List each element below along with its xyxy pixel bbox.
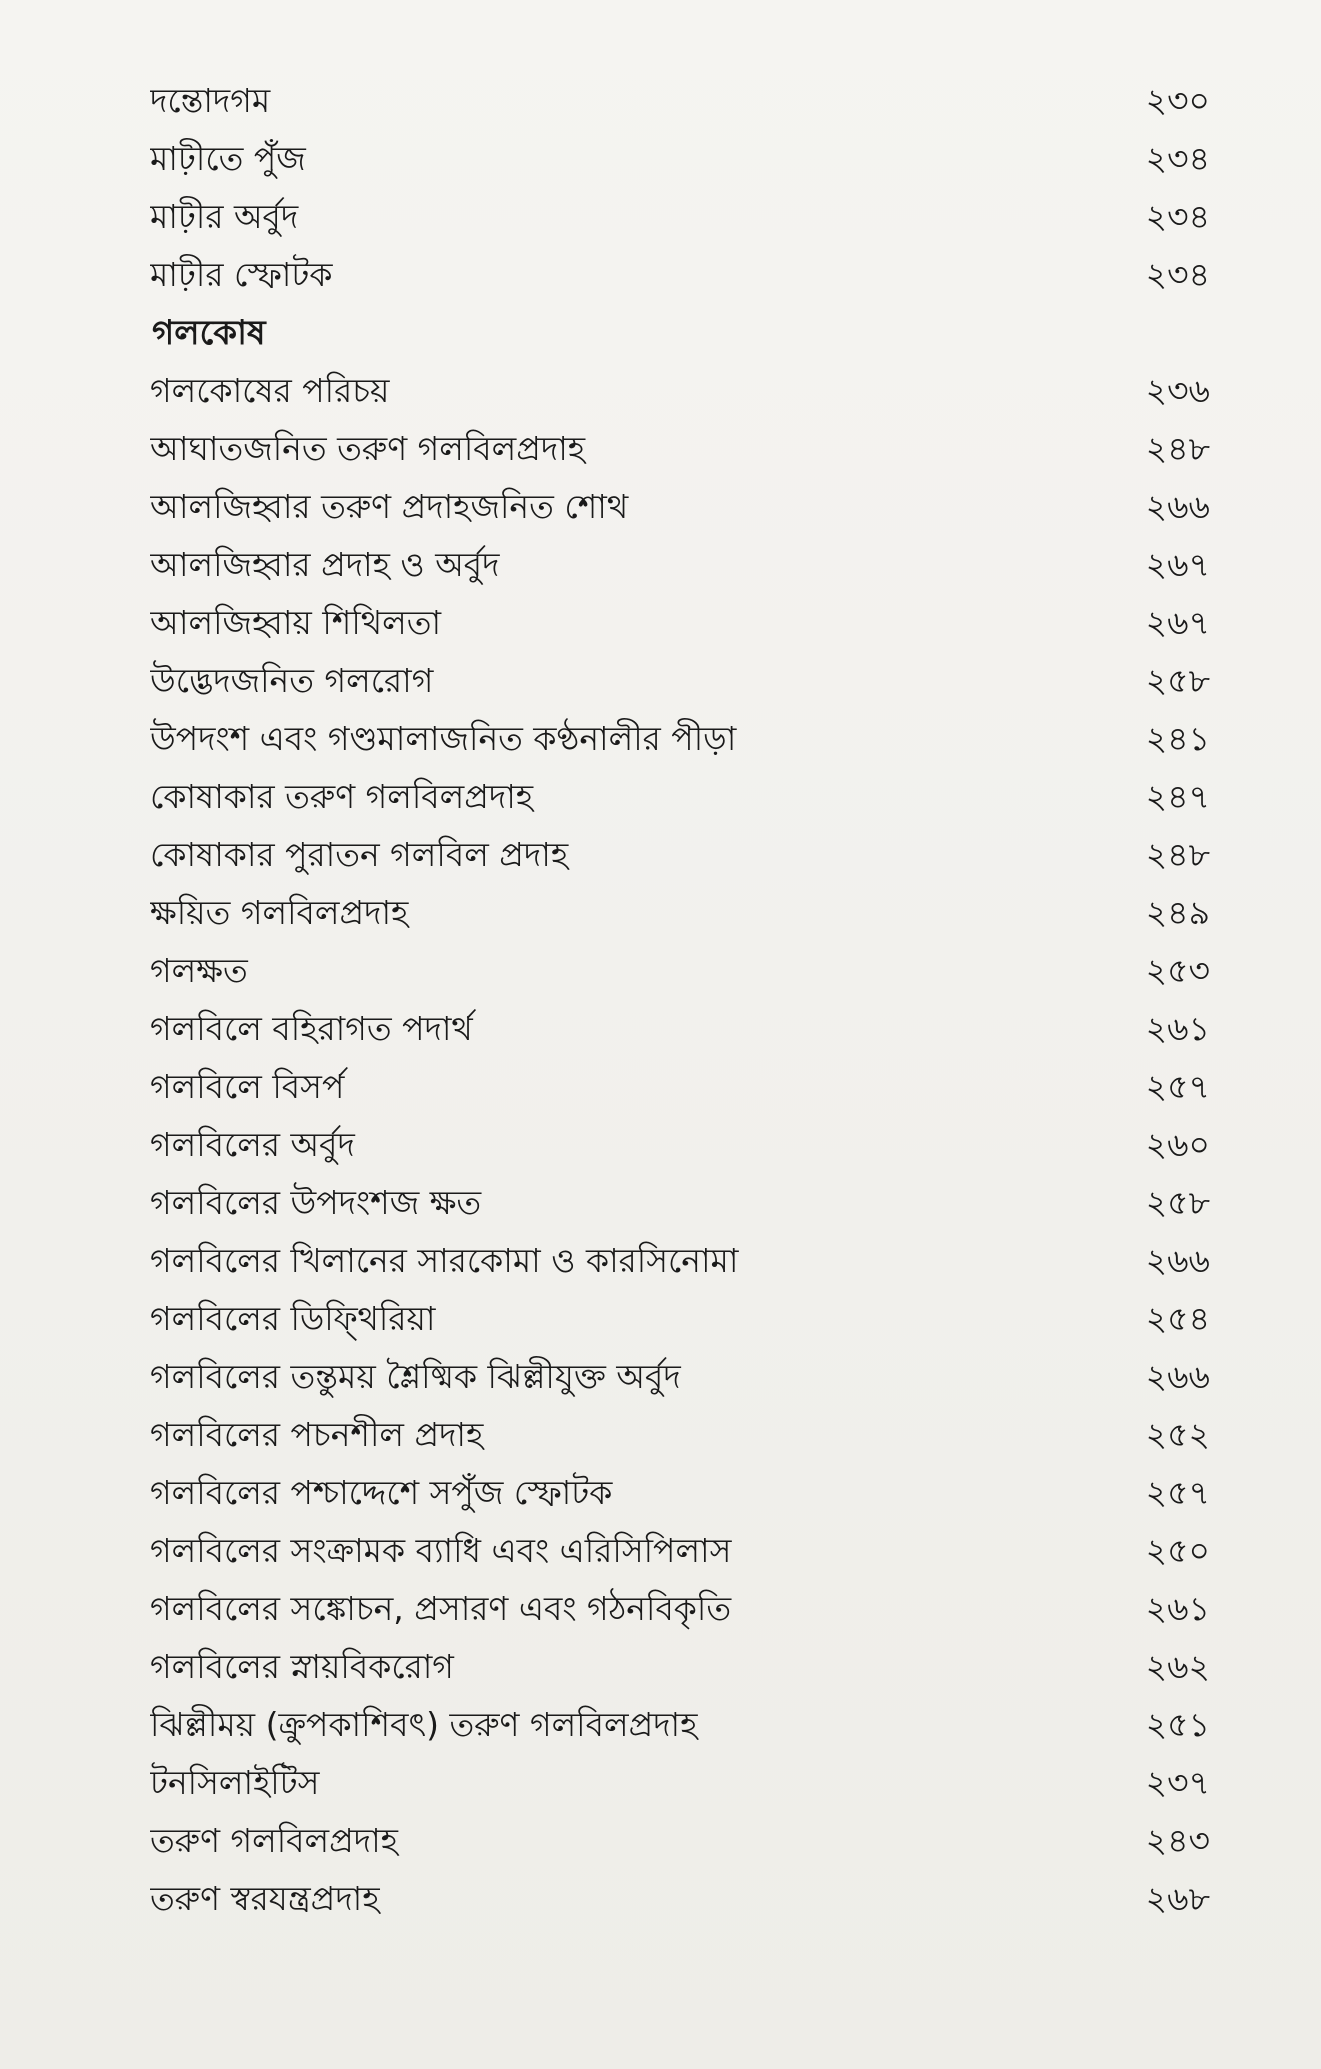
toc-entry bbox=[150, 1870, 1210, 1928]
toc-entry bbox=[150, 710, 1210, 768]
toc-entry bbox=[150, 1580, 1210, 1638]
entry-title: উদ্ভেদজনিত গলরোগ bbox=[150, 661, 434, 700]
entry-title: গলবিলে বিসর্প bbox=[150, 1067, 345, 1106]
entry-title: গলবিলের সংক্রামক ব্যাধি এবং এরিসিপিলাস bbox=[150, 1531, 732, 1570]
entry-page-number: ২৬১ bbox=[1145, 1589, 1210, 1628]
entry-title: দন্তোদগম bbox=[150, 81, 271, 120]
entry-page-number: ২৪৮ bbox=[1145, 835, 1210, 874]
toc-entry bbox=[150, 362, 1210, 420]
entry-title: গলবিলের তন্তুময় শ্লৈষ্মিক ঝিল্লীযুক্ত অর্বুদ bbox=[150, 1357, 681, 1396]
toc-entry bbox=[150, 594, 1210, 652]
entry-page-number: ২৬৬ bbox=[1145, 1357, 1210, 1396]
entry-title: কোষাকার পুরাতন গলবিল প্রদাহ bbox=[150, 835, 569, 874]
toc-entry bbox=[150, 246, 1210, 304]
entry-page-number: ২৬১ bbox=[1145, 1009, 1210, 1048]
entry-page-number: ২৩৪ bbox=[1145, 139, 1210, 178]
entry-title: গলবিলের পচনশীল প্রদাহ bbox=[150, 1415, 484, 1454]
entry-page-number: ২৩৬ bbox=[1145, 371, 1210, 410]
table-of-contents bbox=[150, 72, 1210, 1928]
toc-entry bbox=[150, 1754, 1210, 1812]
entry-title: গলবিলের অর্বুদ bbox=[150, 1125, 355, 1164]
toc-top-entries bbox=[150, 72, 1210, 304]
entry-title: গলবিলের খিলানের সারকোমা ও কারসিনোমা bbox=[150, 1241, 739, 1280]
toc-entry bbox=[150, 1174, 1210, 1232]
entry-title: ঝিল্লীময় (ক্রুপকাশিবৎ) তরুণ গলবিলপ্রদাহ bbox=[150, 1705, 698, 1744]
entry-title: মাঢ়ীতে পুঁজ bbox=[150, 139, 306, 178]
entry-page-number: ২৪৯ bbox=[1145, 893, 1210, 932]
toc-entry bbox=[150, 1290, 1210, 1348]
entry-title: গলবিলের সঙ্কোচন, প্রসারণ এবং গঠনবিকৃতি bbox=[150, 1589, 732, 1628]
entry-title: আঘাতজনিত তরুণ গলবিলপ্রদাহ bbox=[150, 429, 586, 468]
entry-title: তরুণ স্বরযন্ত্রপ্রদাহ bbox=[150, 1879, 380, 1918]
entry-title: মাঢ়ীর স্ফোটক bbox=[150, 255, 333, 294]
toc-entry bbox=[150, 420, 1210, 478]
entry-page-number: ২৬৮ bbox=[1145, 1879, 1210, 1918]
toc-entry bbox=[150, 1000, 1210, 1058]
toc-entry bbox=[150, 1812, 1210, 1870]
entry-title: গলবিলের ডিফ্থিরিয়া bbox=[150, 1299, 436, 1338]
entry-title: গলবিলে বহিরাগত পদার্থ bbox=[150, 1009, 473, 1048]
entry-page-number: ২৬৬ bbox=[1145, 1241, 1210, 1280]
entry-page-number: ২৫৮ bbox=[1145, 661, 1210, 700]
toc-entry bbox=[150, 72, 1210, 130]
entry-title: আলজিহ্বায় শিথিলতা bbox=[150, 603, 442, 642]
toc-entry bbox=[150, 1464, 1210, 1522]
entry-page-number: ২৫৪ bbox=[1145, 1299, 1210, 1338]
entry-page-number: ২৬২ bbox=[1145, 1647, 1210, 1686]
toc-entry bbox=[150, 652, 1210, 710]
entry-title: আলজিহ্বার প্রদাহ ও অর্বুদ bbox=[150, 545, 500, 584]
entry-title: তরুণ গলবিলপ্রদাহ bbox=[150, 1821, 399, 1860]
toc-entry bbox=[150, 826, 1210, 884]
toc-entry bbox=[150, 1406, 1210, 1464]
entry-title: গলকোষের পরিচয় bbox=[150, 371, 390, 410]
toc-entry bbox=[150, 1058, 1210, 1116]
entry-page-number: ২৪১ bbox=[1145, 719, 1210, 758]
entry-page-number: ২৬৭ bbox=[1145, 545, 1210, 584]
entry-title: গলবিলের স্নায়বিকরোগ bbox=[150, 1647, 454, 1686]
entry-title: গলবিলের উপদংশজ ক্ষত bbox=[150, 1183, 482, 1222]
entry-title: আলজিহ্বার তরুণ প্রদাহজনিত শোথ bbox=[150, 487, 629, 526]
entry-page-number: ২৬৬ bbox=[1145, 487, 1210, 526]
toc-entry bbox=[150, 942, 1210, 1000]
toc-entry bbox=[150, 884, 1210, 942]
toc-entry bbox=[150, 1696, 1210, 1754]
entry-page-number: ২৫০ bbox=[1145, 1531, 1210, 1570]
entry-title: উপদংশ এবং গণ্ডমালাজনিত কণ্ঠনালীর পীড়া bbox=[150, 719, 737, 758]
entry-page-number: ২৩৪ bbox=[1145, 197, 1210, 236]
toc-entry bbox=[150, 768, 1210, 826]
entry-page-number: ২৪৭ bbox=[1145, 777, 1210, 816]
entry-page-number: ২৪৮ bbox=[1145, 429, 1210, 468]
entry-page-number: ২৬৭ bbox=[1145, 603, 1210, 642]
entry-page-number: ২৬০ bbox=[1145, 1125, 1210, 1164]
entry-page-number: ২৫২ bbox=[1145, 1415, 1210, 1454]
entry-title: টনসিলাইটিস bbox=[150, 1763, 320, 1802]
entry-page-number: ২৫৩ bbox=[1145, 951, 1210, 990]
entry-page-number: ২৩৭ bbox=[1145, 1763, 1210, 1802]
entry-title: কোষাকার তরুণ গলবিলপ্রদাহ bbox=[150, 777, 534, 816]
toc-entry bbox=[150, 1638, 1210, 1696]
entry-page-number: ২৫৭ bbox=[1145, 1473, 1210, 1512]
toc-entry bbox=[150, 1522, 1210, 1580]
entry-page-number: ২৫৮ bbox=[1145, 1183, 1210, 1222]
toc-section-entries bbox=[150, 362, 1210, 1928]
entry-title: গলবিলের পশ্চাদ্দেশে সপুঁজ স্ফোটক bbox=[150, 1473, 613, 1512]
toc-entry bbox=[150, 536, 1210, 594]
section-heading: গলকোষ bbox=[152, 313, 266, 353]
entry-title: মাঢ়ীর অর্বুদ bbox=[150, 197, 299, 236]
entry-page-number: ২৫৭ bbox=[1145, 1067, 1210, 1106]
entry-title: গলক্ষত bbox=[150, 951, 248, 990]
toc-entry bbox=[150, 478, 1210, 536]
entry-page-number: ২৫১ bbox=[1145, 1705, 1210, 1744]
entry-page-number: ২৩০ bbox=[1145, 81, 1210, 120]
toc-entry bbox=[150, 188, 1210, 246]
entry-title: ক্ষয়িত গলবিলপ্রদাহ bbox=[150, 893, 409, 932]
toc-entry bbox=[150, 1116, 1210, 1174]
toc-entry bbox=[150, 1348, 1210, 1406]
entry-page-number: ২৪৩ bbox=[1145, 1821, 1210, 1860]
toc-entry bbox=[150, 1232, 1210, 1290]
toc-entry bbox=[150, 130, 1210, 188]
entry-page-number: ২৩৪ bbox=[1145, 255, 1210, 294]
